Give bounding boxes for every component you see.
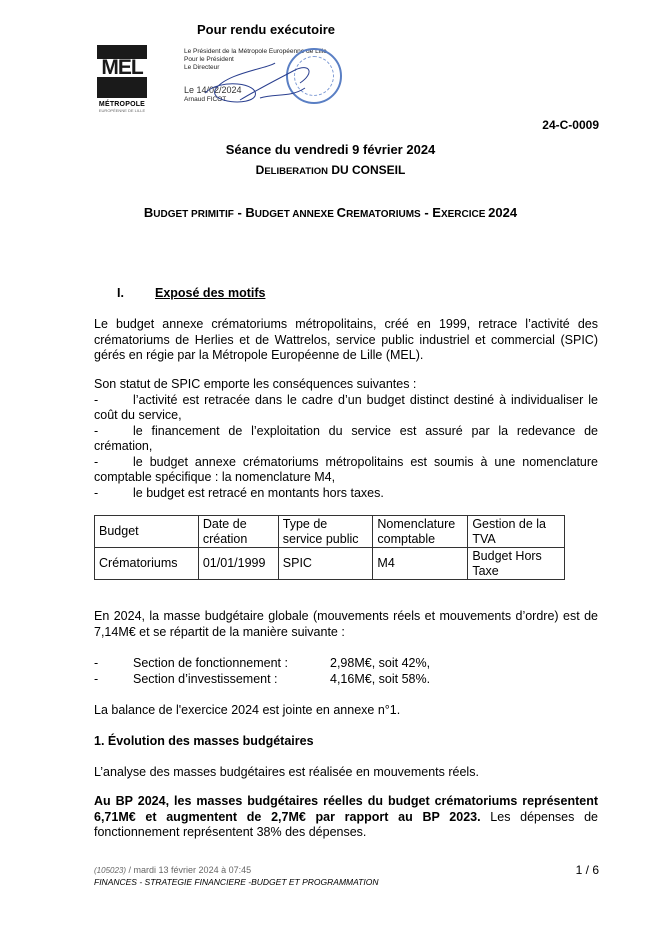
paragraph-budget-mass: En 2024, la masse budgétaire globale (mouvements réels et mouvements d’ordre) est de 7,14M€ et se répartit de la manière suivante : bbox=[94, 609, 598, 639]
table-header-cell: Budget bbox=[95, 516, 199, 548]
table-header-cell: Gestion de la TVA bbox=[468, 516, 565, 548]
document-title: BUDGET PRIMITIF - BUDGET ANNEXE CREMATORIUMS - EXERCICE 2024 bbox=[143, 205, 518, 220]
section-number: I. bbox=[117, 286, 124, 300]
paragraph-bp-2024: Au BP 2024, les masses budgétaires réelles du budget crématoriums représentent 6,71M€ et augmentent de 2,7M€ par rapport au BP 2023. Les dépenses de fonctionnement représentent 38% des dépenses. bbox=[94, 794, 598, 839]
table-cell: SPIC bbox=[278, 548, 373, 580]
exec-title: Pour rendu exécutoire bbox=[197, 22, 335, 37]
signature-date: Le 14/02/2024 bbox=[184, 85, 242, 95]
table-cell: 01/01/1999 bbox=[198, 548, 278, 580]
table-cell: M4 bbox=[373, 548, 468, 580]
table-header-cell: Date de création bbox=[198, 516, 278, 548]
table-header-cell: Nomenclature comptable bbox=[373, 516, 468, 548]
bullet-item: - l’activité est retracée dans le cadre d’un budget distinct destiné à individualiser le coût du service, bbox=[94, 392, 598, 422]
consequences-intro: Son statut de SPIC emporte les conséquences suivantes : bbox=[94, 377, 417, 391]
footer-department: FINANCES - STRATEGIE FINANCIERE -BUDGET ET PROGRAMMATION bbox=[94, 877, 379, 887]
signature-line2: Pour le Président bbox=[184, 56, 234, 63]
mel-logo-text: MEL bbox=[101, 56, 143, 79]
page-number: 1 / 6 bbox=[575, 863, 599, 877]
budget-table bbox=[94, 515, 565, 580]
paragraph-intro: Le budget annexe crématoriums métropolitains, créé en 1999, retrace l’activité des crématoriums de Herlies et de Wattrelos, service public industriel et commercial (SPIC) gérés en régie par la Métropole Européenne de Lille (MEL). bbox=[94, 317, 598, 362]
mel-logo bbox=[97, 45, 147, 117]
spic-consequences bbox=[94, 377, 598, 501]
seance-date: Séance du vendredi 9 février 2024 bbox=[225, 142, 436, 157]
paragraph-analysis: L’analyse des masses budgétaires est réalisée en mouvements réels. bbox=[94, 765, 479, 779]
handwritten-signature-icon bbox=[200, 58, 320, 108]
deliberation-heading: DELIBERATION DU CONSEIL bbox=[255, 163, 406, 177]
mel-logo-line1: MÉTROPOLE bbox=[98, 101, 146, 108]
paragraph-annex: La balance de l'exercice 2024 est jointe en annexe n°1. bbox=[94, 703, 401, 717]
signature-name: Arnaud FICOT bbox=[184, 96, 227, 103]
signature-line3: Le Directeur bbox=[184, 64, 220, 71]
document-reference: 24-C-0009 bbox=[542, 118, 599, 132]
bullet-item: - le budget annexe crématoriums métropolitains est soumis à une nomenclature comptable spécifique : la nomenclature M4, bbox=[94, 454, 598, 484]
mel-logo-line2: EUROPÉENNE DE LILLE bbox=[98, 108, 146, 113]
bullet-item: - le financement de l’exploitation du service est assuré par la redevance de crémation, bbox=[94, 423, 598, 453]
signature-line1: Le Président de la Métropole Européenne de Lille bbox=[184, 48, 327, 55]
table-cell: Budget Hors Taxe bbox=[468, 548, 565, 580]
table-header-row bbox=[95, 516, 565, 548]
table-cell: Crématoriums bbox=[95, 548, 199, 580]
footer-timestamp: (105023) / mardi 13 février 2024 à 07:45 bbox=[94, 865, 252, 875]
table-row bbox=[95, 548, 565, 580]
mel-logo-block bbox=[97, 45, 147, 98]
bullet-item: - le budget est retracé en montants hors taxes. bbox=[94, 485, 384, 500]
table-header-cell: Type de service public bbox=[278, 516, 373, 548]
section-title: Exposé des motifs bbox=[155, 286, 266, 300]
subsection-title: 1. Évolution des masses budgétaires bbox=[94, 734, 314, 748]
